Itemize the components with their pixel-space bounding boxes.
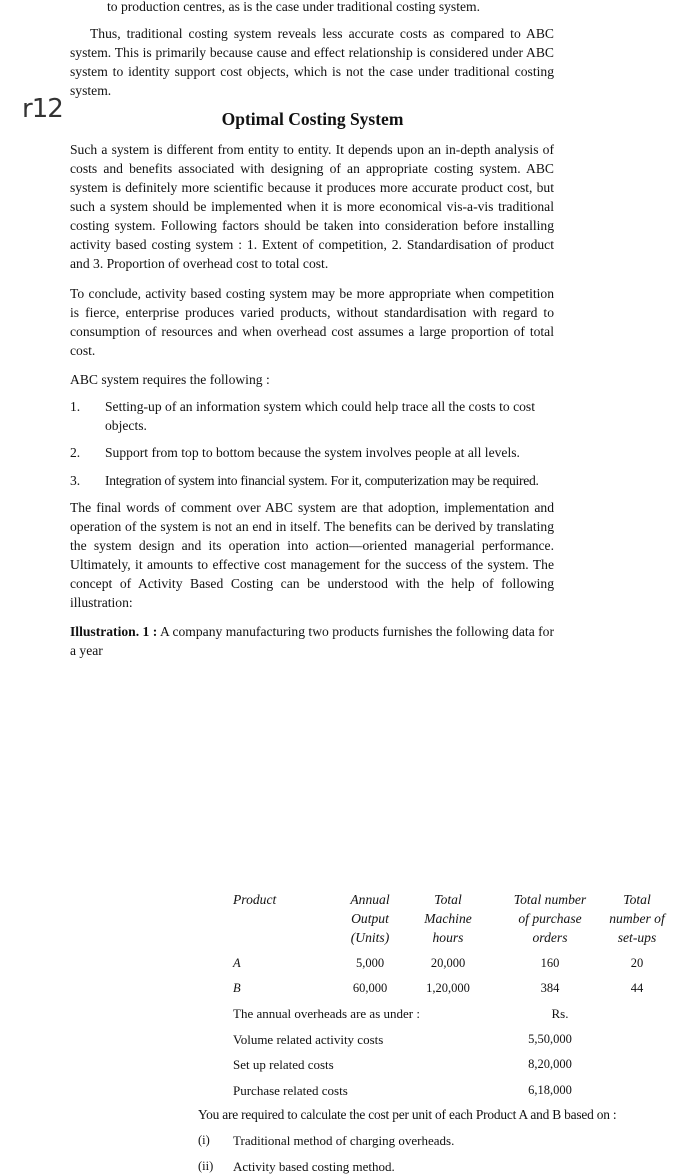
list-item-text: Integration of system into financial system. For it, computerization may be required.: [105, 473, 539, 488]
requirements-intro: ABC system requires the following :: [70, 372, 270, 387]
list-item-number: 2.: [70, 445, 81, 460]
cell-setups: 44: [630, 981, 644, 995]
cell-product: A: [233, 956, 241, 970]
method-number: (ii): [198, 1159, 214, 1173]
overhead-value: 6,18,000: [528, 1083, 572, 1097]
header-line: (Units): [350, 930, 390, 945]
section-heading: Optimal Costing System: [221, 109, 404, 129]
paragraph-conclusion: To conclude, activity based costing system may be more appropriate when competition is fierce, enterprise produces varied products, without standardisation with regard to consumption of resources and when overhead cost assumes a large proportion of total cost.: [70, 286, 554, 358]
header-line: orders: [532, 930, 568, 945]
header-line: hours: [432, 930, 464, 945]
cell-output: 60,000: [352, 981, 388, 995]
header-line: of purchase: [518, 911, 582, 926]
cell-orders: 384: [540, 981, 560, 995]
paragraph-optimal-costing: Such a system is different from entity to entity. It depends upon an in-depth analysis of costs and benefits associated with designing of an appropriate costing system. ABC system is definitely more scientific because it produces more accurate product cost, but such a system should be implemented when it is more economical vis-a-vis traditional costing system. Following factors should be taken into consideration before installing activity based costing system : 1. Extent of competition, 2. Standardisation of product and 3. Proportion of overhead cost to total cost.: [70, 142, 554, 271]
col-header-annual-output: [330, 890, 410, 947]
col-header-purchase-orders: [500, 890, 600, 947]
header-line: set-ups: [617, 930, 657, 945]
header-line: Annual: [350, 892, 390, 907]
header-line: number of: [609, 911, 665, 926]
list-item-number: 1.: [70, 399, 81, 414]
overhead-label: Volume related activity costs: [233, 1032, 384, 1047]
paragraph-final-words: The final words of comment over ABC system are that adoption, implementation and operation of the system is not an end in itself. The benefits can be derived by translating the system design and its operation into action—oriented managerial performance. Ultimately, it amounts to effective cost management for the success of the system. The concept of Activity Based Costing can be understood with the help of following illustration:: [70, 500, 554, 610]
cell-orders: 160: [540, 956, 560, 970]
intro-paragraph: Thus, traditional costing system reveals less accurate costs as compared to ABC system. This is primarily because cause and effect relationship is considered under ABC system to identity support cost objects, which is not the case under traditional costing system.: [70, 26, 554, 98]
cell-output: 5,000: [355, 956, 385, 970]
cell-hours: 1,20,000: [426, 981, 470, 995]
header-line: Total: [434, 892, 462, 907]
col-header-setups: [602, 890, 672, 947]
required-text: You are required to calculate the cost per unit of each Product A and B based on :: [198, 1107, 617, 1122]
illustration-label: Illustration. 1 :: [70, 624, 158, 639]
top-line: to production centres, as is the case under traditional costing system.: [107, 0, 480, 14]
illustration-text: A company manufacturing two products furnishes the following data for a year: [70, 624, 555, 658]
overhead-label: Set up related costs: [233, 1057, 334, 1072]
header-line: Output: [351, 911, 389, 926]
page-marker: r12: [22, 94, 63, 124]
overheads-intro: The annual overheads are as under :: [233, 1006, 420, 1021]
method-text: Traditional method of charging overheads.: [233, 1133, 455, 1148]
method-number: (i): [198, 1133, 210, 1147]
currency-label: Rs.: [551, 1006, 569, 1021]
col-header-machine-hours: [412, 890, 484, 947]
list-item-number: 3.: [70, 473, 81, 488]
illustration-paragraph: [70, 622, 554, 660]
header-line: Total number: [513, 892, 587, 907]
list-item-text: Setting-up of an information system which could help trace all the costs to cost objects.: [105, 399, 535, 433]
cell-hours: 20,000: [430, 956, 466, 970]
overhead-value: 8,20,000: [528, 1057, 572, 1071]
overhead-label: Purchase related costs: [233, 1083, 348, 1098]
overhead-value: 5,50,000: [528, 1032, 572, 1046]
method-text: Activity based costing method.: [233, 1159, 395, 1174]
list-item-text: Support from top to bottom because the system involves people at all levels.: [105, 445, 520, 460]
header-line: Machine: [424, 911, 472, 926]
cell-setups: 20: [630, 956, 644, 970]
col-header-product: Product: [233, 892, 277, 907]
header-line: Total: [623, 892, 651, 907]
cell-product: B: [233, 981, 241, 995]
